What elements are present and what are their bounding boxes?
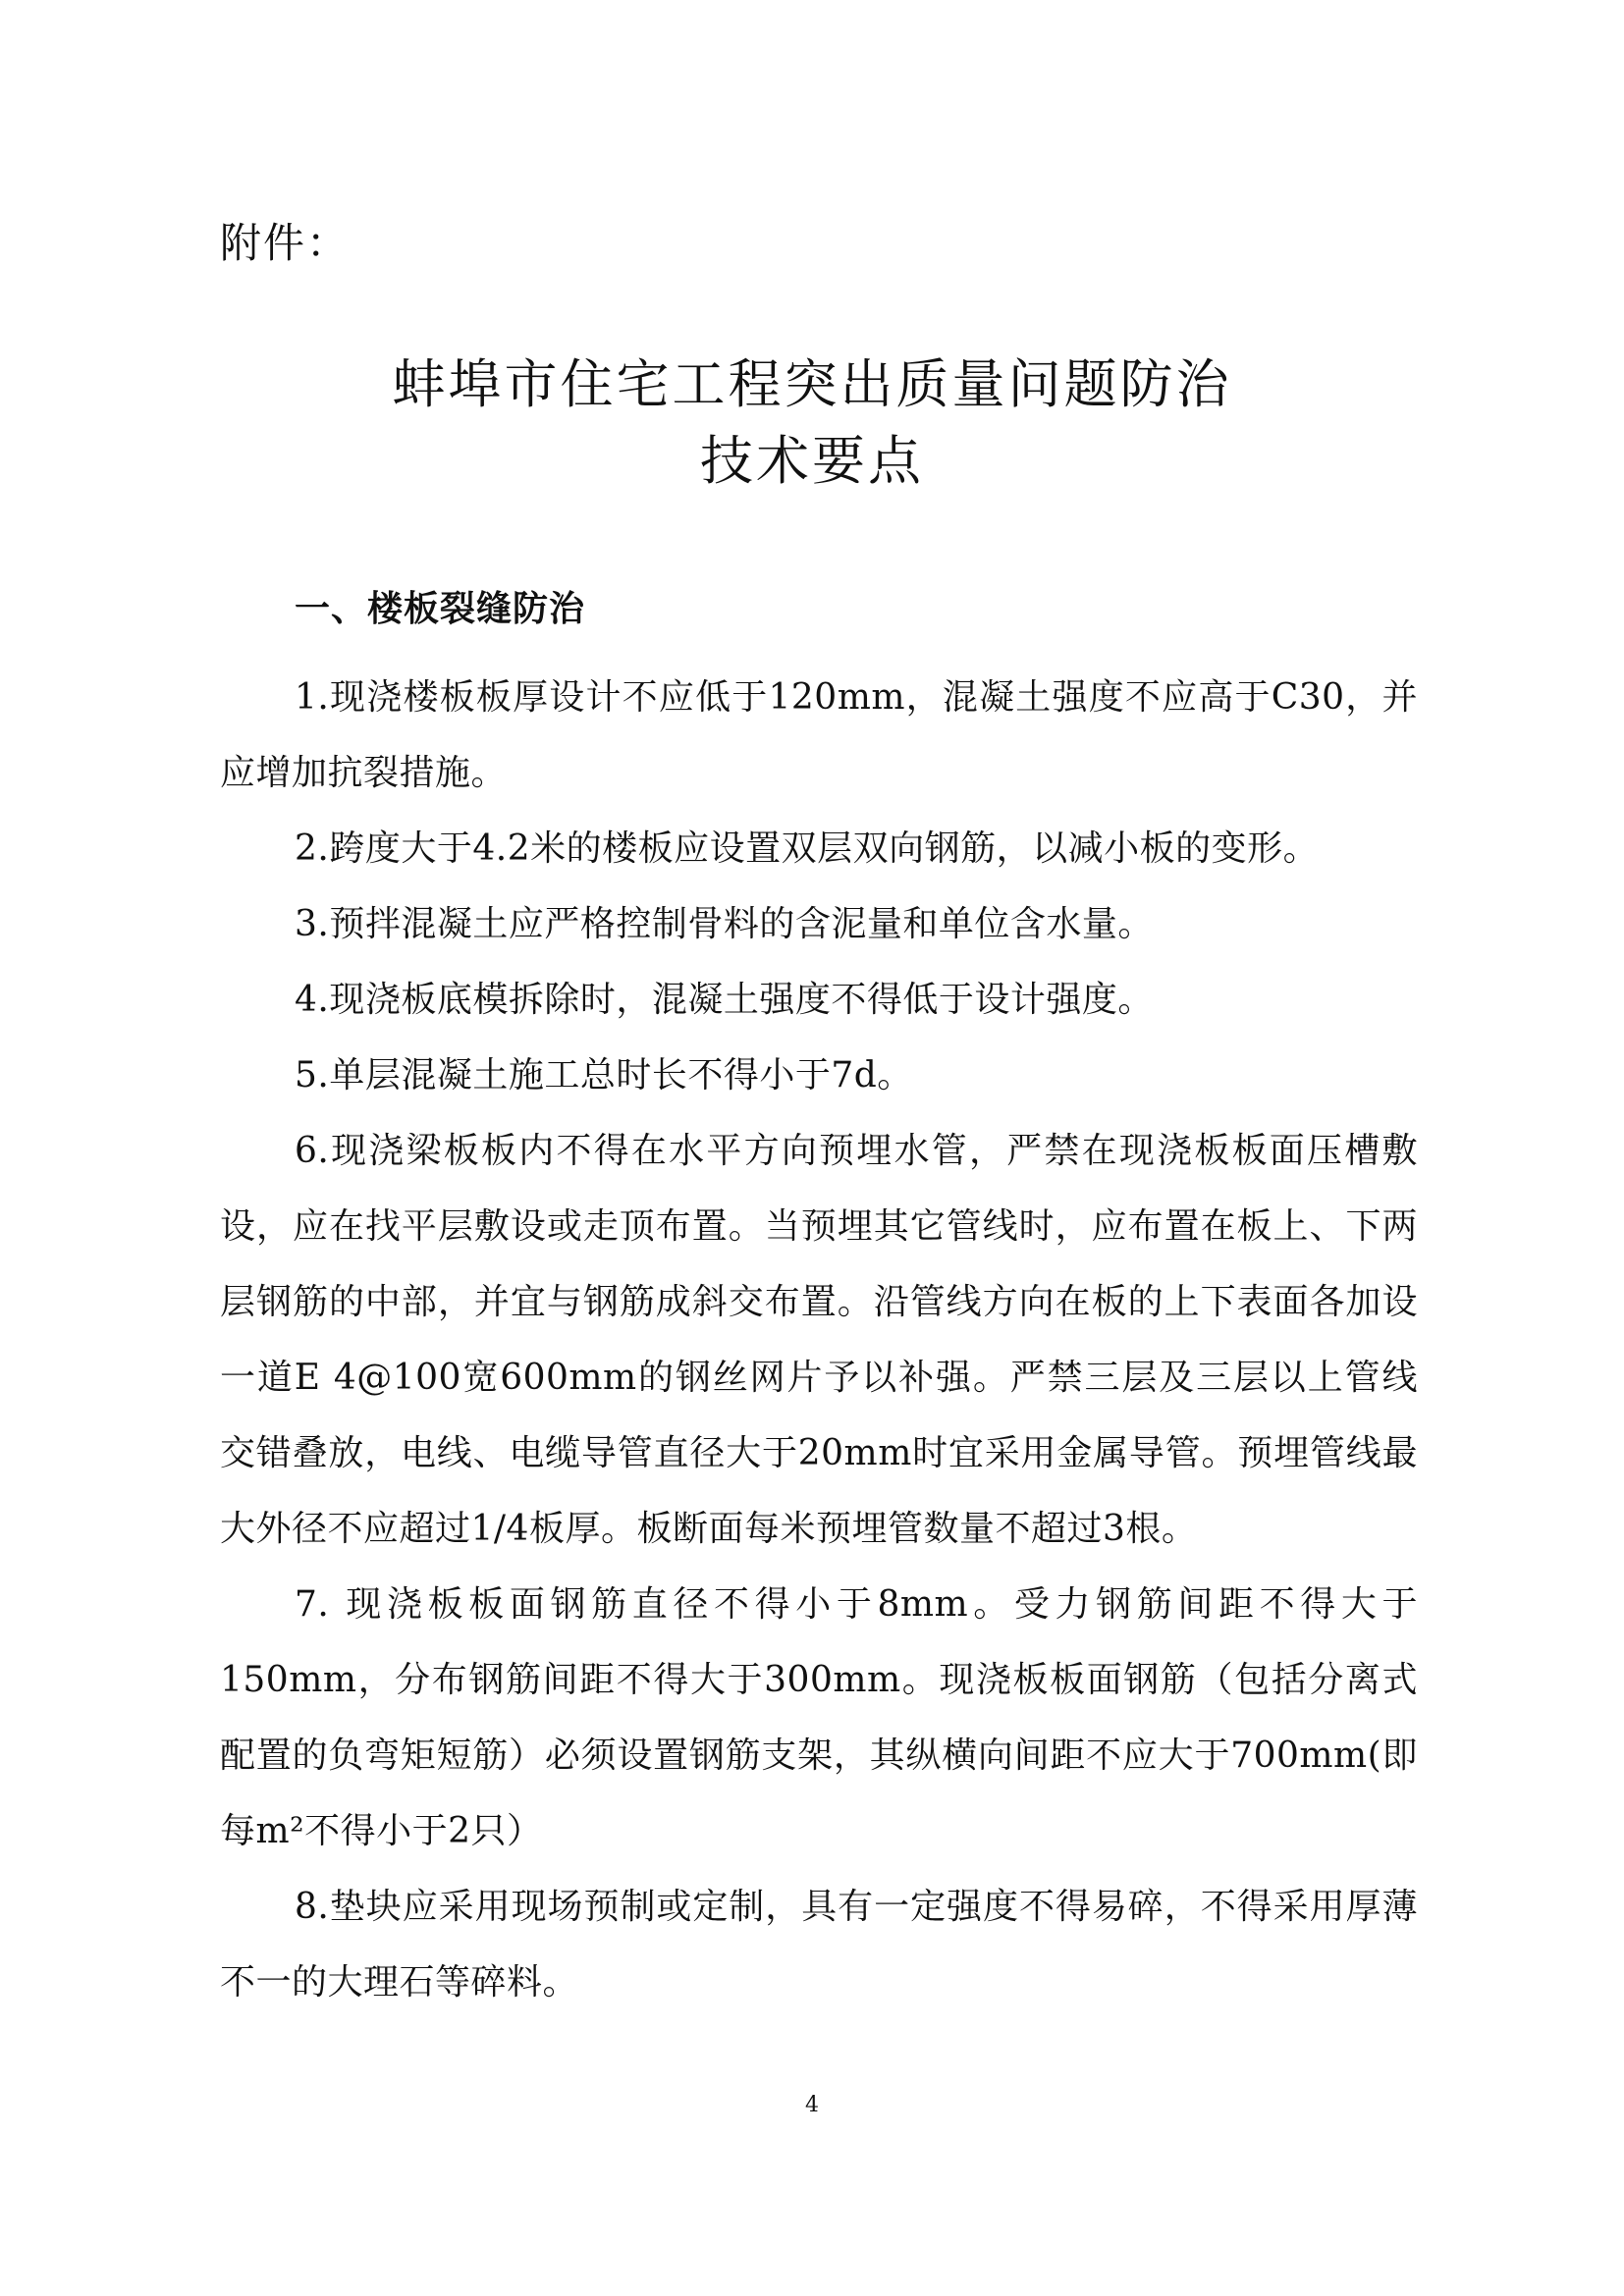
paragraph-1: 1.现浇楼板板厚设计不应低于120mm，混凝土强度不应高于C30，并应增加抗裂措施。 bbox=[220, 677, 1418, 793]
document-title-line-1: 蚌埠市住宅工程突出质量问题防治 bbox=[392, 353, 1232, 415]
document-body bbox=[220, 660, 1418, 2020]
section-heading: 一、楼板裂缝防治 bbox=[295, 589, 586, 629]
attachment-label: 附件： bbox=[220, 219, 351, 267]
paragraph-5: 5.单层混凝土施工总时长不得小于7d。 bbox=[295, 1055, 913, 1095]
paragraph-2: 2.跨度大于4.2米的楼板应设置双层双向钢筋，以减小板的变形。 bbox=[295, 828, 1320, 869]
document-title-line-2: 技术要点 bbox=[700, 430, 924, 492]
paragraph-6: 6.现浇梁板板内不得在水平方向预埋水管，严禁在现浇板板面压槽敷设，应在找平层敷设或走顶布置。当预埋其它管线时，应布置在板上、下两层钢筋的中部，并宜与钢筋成斜交布置。沿管线方向在板的上下表面各加设一道Ε 4@100宽600mm的钢丝网片予以补强。严禁三层及三层以上管线交错叠放，电线、电缆导管直径大于20mm时宜采用金属导管。预埋管线最大外径不应超过1/4板厚。板断面每米预埋管数量不超过3根。 bbox=[220, 1131, 1418, 1549]
paragraph-4: 4.现浇板底模拆除时，混凝土强度不得低于设计强度。 bbox=[295, 980, 1154, 1020]
paragraph-7: 7. 现浇板板面钢筋直径不得小于8mm。受力钢筋间距不得大于150mm，分布钢筋间距不得大于300mm。现浇板板面钢筋（包括分离式配置的负弯矩短筋）必须设置钢筋支架，其纵横向间距不应大于700mm(即每m²不得小于2只） bbox=[220, 1584, 1418, 1851]
paragraph-8: 8.垫块应采用现场预制或定制，具有一定强度不得易碎，不得采用厚薄不一的大理石等碎料。 bbox=[220, 1887, 1418, 2002]
paragraph-3: 3.预拌混凝土应严格控制骨料的含泥量和单位含水量。 bbox=[295, 904, 1154, 944]
page-number: 4 bbox=[805, 2093, 819, 2117]
